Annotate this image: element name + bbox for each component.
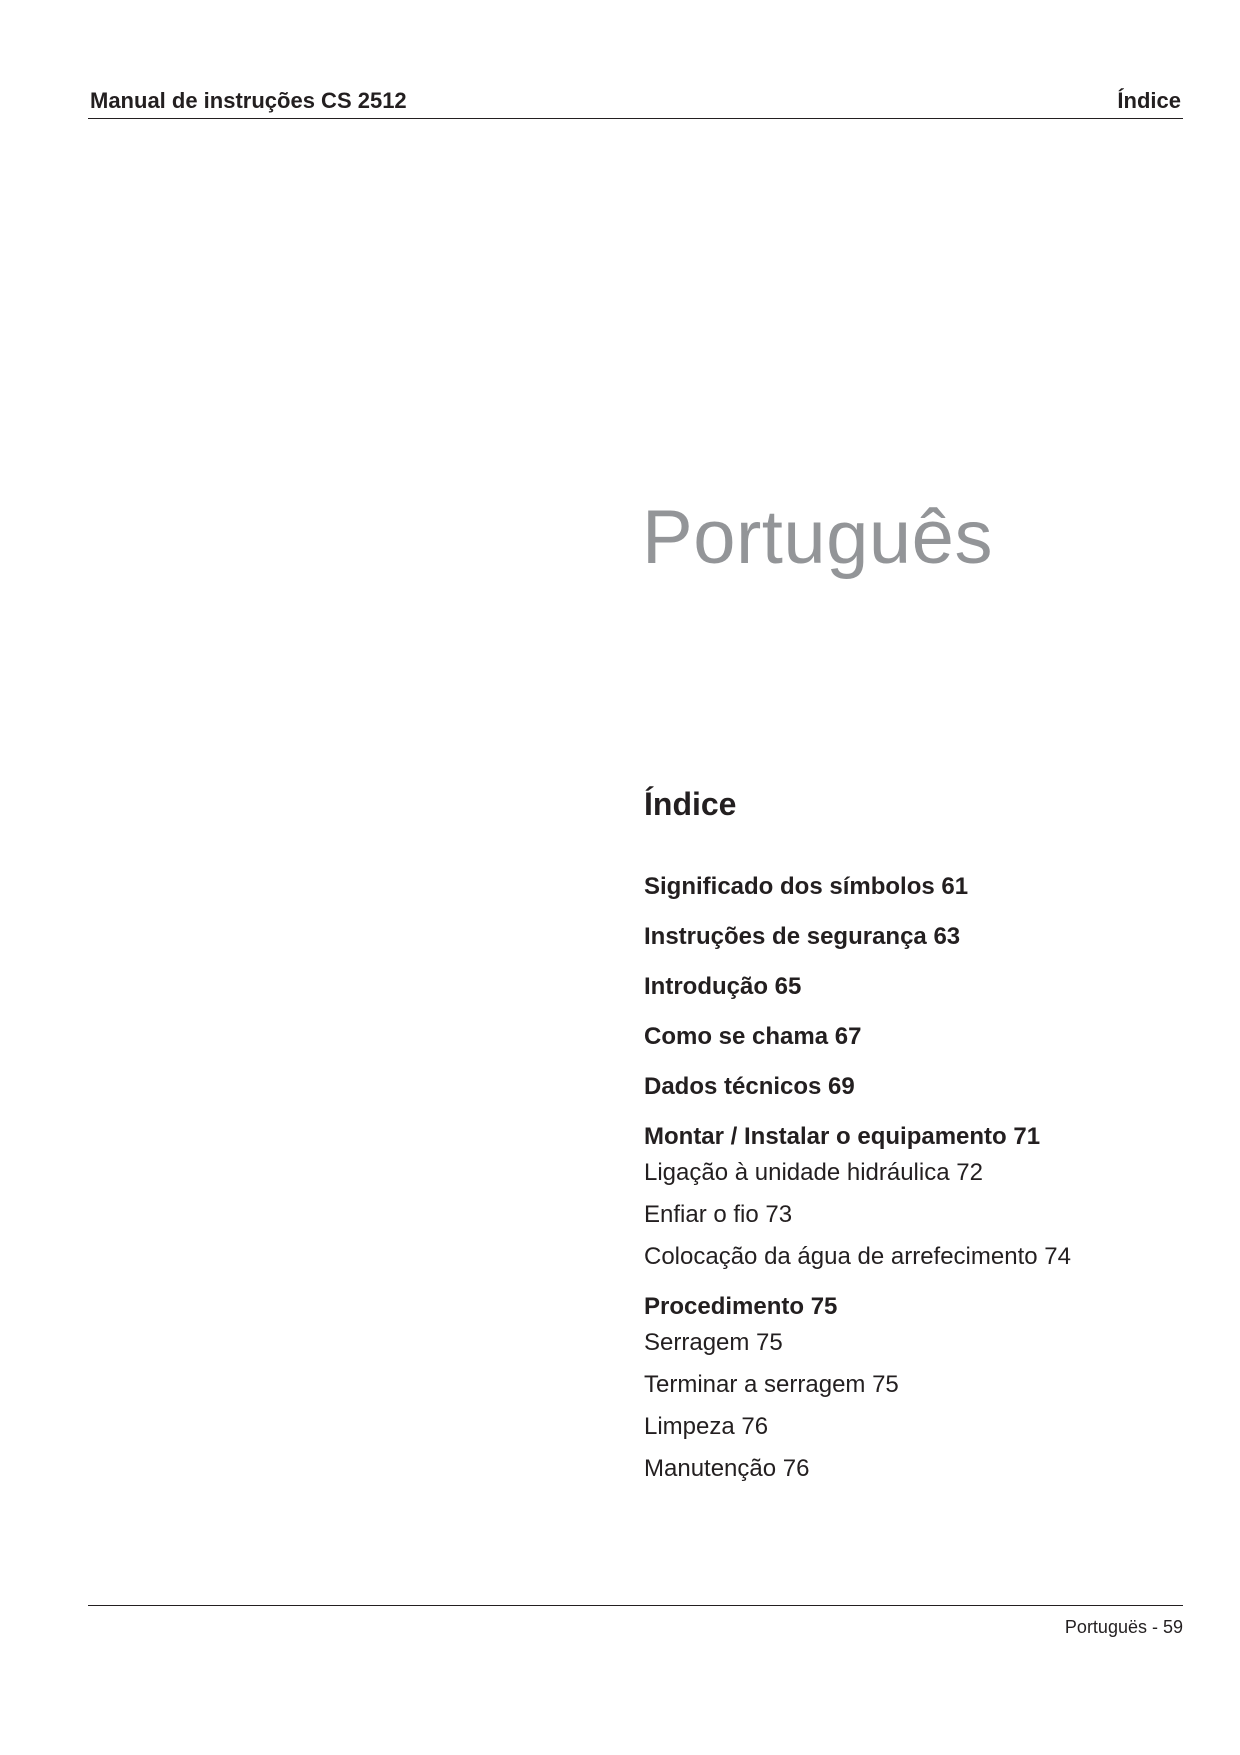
section-title: Índice [1117, 88, 1181, 113]
toc-entry[interactable]: Montar / Instalar o equipamento 71 [644, 1123, 1041, 1150]
toc-subentry[interactable]: Enfiar o fio 73 [644, 1201, 793, 1228]
toc-heading: Índice [644, 786, 737, 822]
toc-subentry[interactable]: Ligação à unidade hidráulica 72 [644, 1159, 983, 1186]
running-header [88, 84, 1183, 119]
table-of-contents [644, 872, 1204, 1496]
toc-entry[interactable]: Como se chama 67 [644, 1023, 862, 1050]
toc-entry[interactable]: Introdução 65 [644, 973, 802, 1000]
toc-entry[interactable]: Significado dos símbolos 61 [644, 873, 969, 900]
toc-subentry[interactable]: Terminar a serragem 75 [644, 1371, 899, 1398]
toc-entry[interactable]: Procedimento 75 [644, 1293, 838, 1320]
page-number: Portuguës - 59 [1064, 1617, 1183, 1637]
document-title: Manual de instruções CS 2512 [90, 88, 407, 113]
toc-subentry[interactable]: Serragem 75 [644, 1329, 783, 1356]
toc-entry[interactable]: Dados técnicos 69 [644, 1073, 855, 1100]
footer-divider [88, 1605, 1183, 1606]
toc-subentry[interactable]: Manutenção 76 [644, 1455, 810, 1482]
toc-subentry[interactable]: Limpeza 76 [644, 1413, 769, 1440]
toc-entry[interactable]: Instruções de segurança 63 [644, 923, 961, 950]
language-title: Português [642, 495, 993, 580]
toc-subentry[interactable]: Colocação da água de arrefecimento 74 [644, 1243, 1071, 1270]
